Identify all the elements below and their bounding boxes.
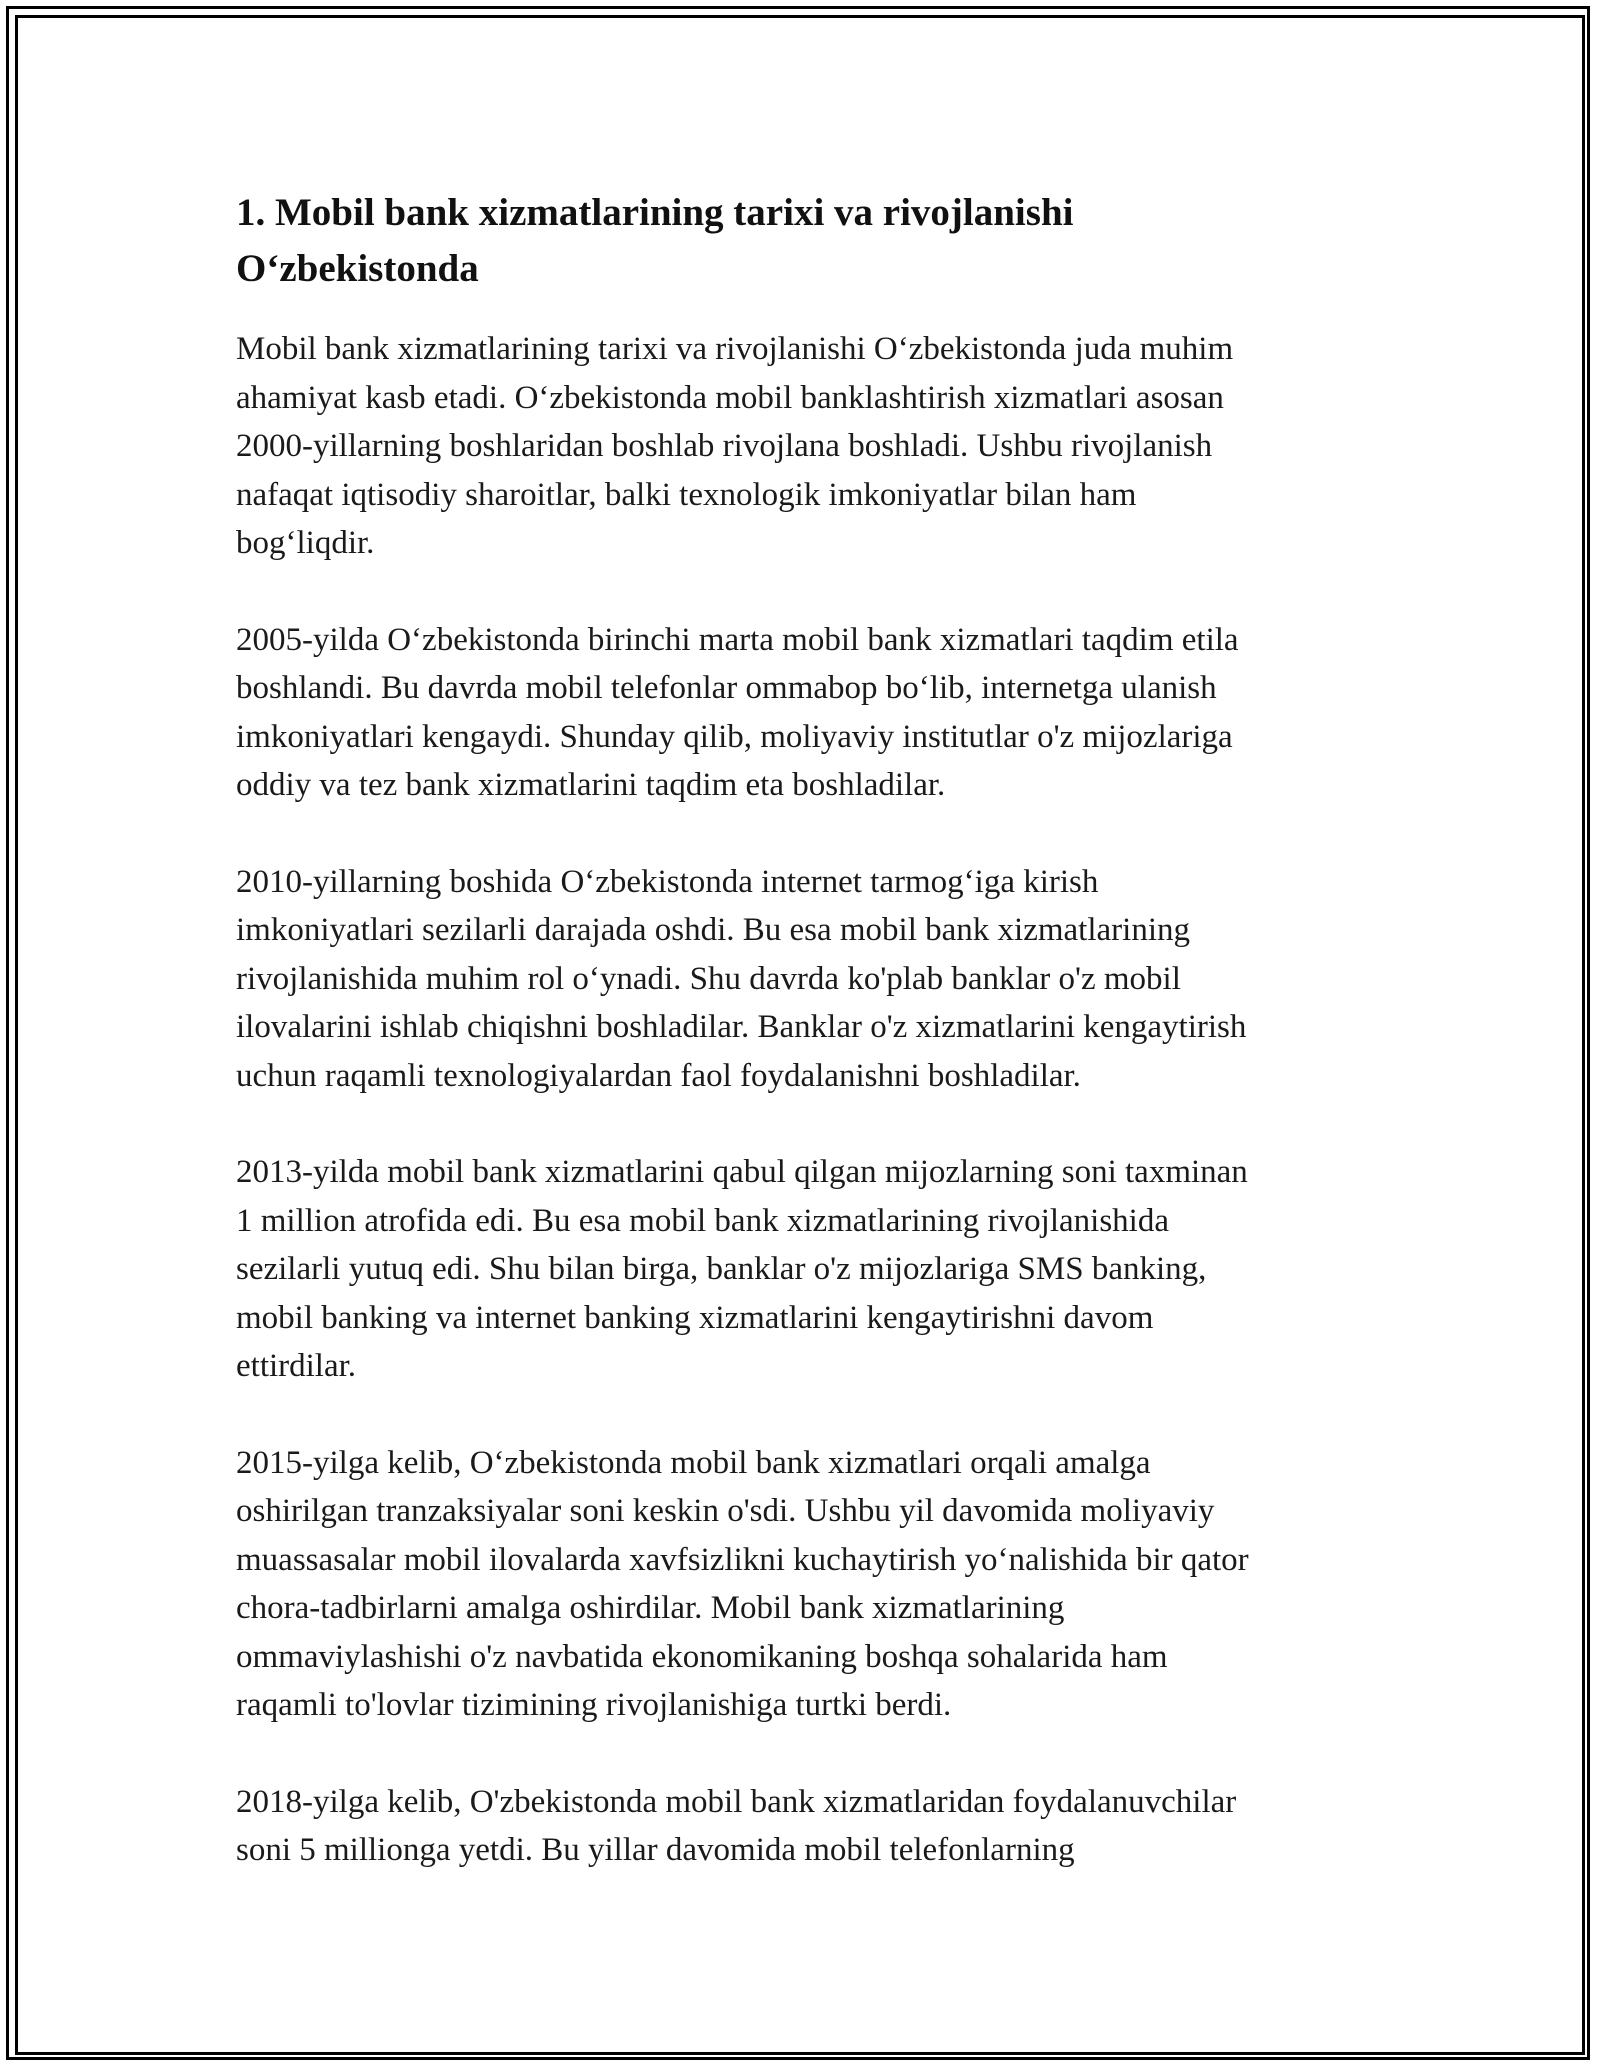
text-line: rivojlanishida muhim rol o‘ynadi. Shu davrda ko'plab banklar o'z mobil [236, 960, 1181, 997]
text-line: 2010-yillarning boshida O‘zbekistonda internet tarmog‘iga kirish [236, 863, 1099, 900]
paragraph-2005 [236, 616, 1376, 810]
paragraph-intro [236, 325, 1376, 568]
text-line: muassasalar mobil ilovalarda xavfsizlikni kuchaytirish yo‘nalishida bir qator [236, 1541, 1249, 1578]
text-line: mobil banking va internet banking xizmatlarini kengaytirishni davom [236, 1299, 1154, 1336]
paragraph-2015 [236, 1439, 1376, 1730]
text-line: 2000-yillarning boshlaridan boshlab rivojlana boshladi. Ushbu rivojlanish [236, 428, 1213, 464]
text-line: uchun raqamli texnologiyalardan faol foydalanishni boshladilar. [236, 1057, 1081, 1094]
text-line: 2013-yilda mobil bank xizmatlarini qabul qilgan mijozlarning soni taxminan [236, 1154, 1248, 1190]
text-line: chora-tadbirlarni amalga oshirdilar. Mobil bank xizmatlarining [236, 1590, 1065, 1626]
text-line: ilovalarini ishlab chiqishni boshladilar. Banklar o'z xizmatlarini kengaytirish [236, 1009, 1247, 1045]
text-line: Mobil bank xizmatlarining tarixi va rivojlanishi O‘zbekistonda juda muhim [236, 331, 1234, 367]
document-body [236, 185, 1376, 1923]
text-line: imkoniyatlari sezilarli darajada oshdi. Bu esa mobil bank xizmatlarining [236, 912, 1190, 948]
text-line: soni 5 millionga yetdi. Bu yillar davomida mobil telefonlarning [236, 1832, 1075, 1868]
text-line: raqamli to'lovlar tizimining rivojlanishiga turtki berdi. [236, 1687, 952, 1723]
section-title-line: O‘zbekistonda [236, 247, 479, 290]
text-line: ettirdilar. [236, 1348, 357, 1384]
text-line: oshirilgan tranzaksiyalar soni keskin o'sdi. Ushbu yil davomida moliyaviy [236, 1493, 1215, 1529]
paragraph-2010 [236, 858, 1376, 1101]
text-line: 2018-yilga kelib, O'zbekistonda mobil bank xizmatlaridan foydalanuvchilar [236, 1783, 1237, 1820]
text-line: imkoniyatlari kengaydi. Shunday qilib, moliyaviy institutlar o'z mijozlariga [236, 718, 1233, 755]
text-line: nafaqat iqtisodiy sharoitlar, balki texnologik imkoniyatlar bilan ham [236, 476, 1137, 513]
section-title-line: 1. Mobil bank xizmatlarining tarixi va rivojlanishi [236, 191, 1074, 234]
text-line: 1 million atrofida edi. Bu esa mobil bank xizmatlarining rivojlanishida [236, 1202, 1169, 1239]
paragraph-2018 [236, 1778, 1376, 1875]
text-line: ommaviylashishi o'z navbatida ekonomikaning boshqa sohalarida ham [236, 1638, 1168, 1675]
paragraph-2013 [236, 1148, 1376, 1391]
text-line: 2005-yilda O‘zbekistonda birinchi marta mobil bank xizmatlari taqdim etila [236, 621, 1239, 658]
section-title [236, 185, 1376, 297]
text-line: boshlandi. Bu davrda mobil telefonlar ommabop bo‘lib, internetga ulanish [236, 670, 1217, 706]
text-line: sezilarli yutuq edi. Shu bilan birga, banklar o'z mijozlariga SMS banking, [236, 1251, 1207, 1287]
text-line: ahamiyat kasb etadi. O‘zbekistonda mobil banklashtirish xizmatlari asosan [236, 379, 1224, 416]
text-line: bog‘liqdir. [236, 525, 375, 561]
text-line: oddiy va tez bank xizmatlarini taqdim eta boshladilar. [236, 767, 946, 803]
text-line: 2015-yilga kelib, O‘zbekistonda mobil bank xizmatlari orqali amalga [236, 1444, 1151, 1481]
